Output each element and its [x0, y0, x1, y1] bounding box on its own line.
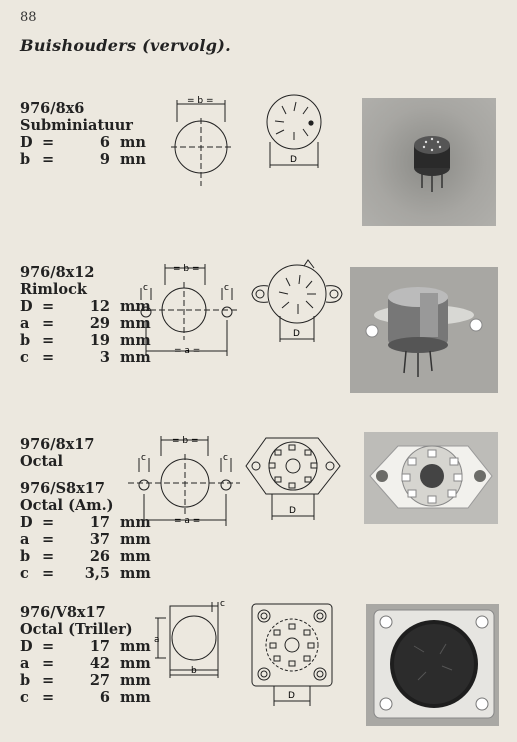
dim-label: = b =: [172, 436, 199, 446]
entry-type: Subminiatuur: [20, 117, 133, 134]
spec-row: c = 3 mm: [20, 349, 151, 366]
dim-label: D: [289, 506, 296, 516]
subminiatuur-top-drawing: [262, 92, 342, 178]
dim-label: D: [290, 155, 297, 165]
entry-code-alt: 976/S8x17: [20, 480, 105, 497]
dim-label: c: [223, 453, 228, 463]
triller-top-drawing: [248, 600, 340, 710]
entry-code: 976/8x12: [20, 264, 95, 281]
entry-code: 976/8x6: [20, 100, 85, 117]
spec-row: c = 3,5 mm: [20, 565, 151, 582]
octal-front-drawing: [128, 430, 240, 530]
spec-row: D = 12 mm: [20, 298, 151, 315]
entry-type: Octal: [20, 453, 64, 470]
photo-subminiatuur-holder: [362, 98, 496, 226]
dim-label: = a =: [174, 346, 201, 356]
dim-label: c: [220, 599, 225, 609]
dim-label: = a =: [174, 516, 201, 526]
dim-label: b: [191, 666, 197, 676]
dim-label: a: [154, 635, 160, 645]
subminiatuur-front-drawing: [165, 92, 245, 192]
dim-label: = b =: [187, 96, 214, 106]
spec-row: b = 27 mm: [20, 672, 151, 689]
dim-label: D: [293, 329, 300, 339]
page-number: 88: [20, 10, 37, 25]
spec-row: a = 29 mm: [20, 315, 151, 332]
entry-type: Octal (Triller): [20, 621, 133, 638]
dim-label: = b =: [173, 264, 200, 274]
dim-label: D: [288, 691, 295, 701]
photo-octal-triller-holder: [366, 604, 499, 726]
entry-code: 976/8x17: [20, 436, 95, 453]
spec-row: b = 9 mn: [20, 151, 146, 168]
spec-row: D = 17 mm: [20, 638, 151, 655]
entry-type: Rimlock: [20, 281, 87, 298]
dim-label: c: [224, 283, 229, 293]
entry-octal-triller-text: [20, 604, 151, 706]
rimlock-front-drawing: [132, 260, 244, 360]
dim-label: c: [143, 283, 148, 293]
spec-row: c = 6 mm: [20, 689, 151, 706]
entry-type-alt: Octal (Am.): [20, 497, 114, 514]
photo-rimlock-holder: [350, 267, 498, 393]
photo-octal-holder: [364, 432, 498, 524]
spec-row: b = 26 mm: [20, 548, 151, 565]
spec-row: b = 19 mm: [20, 332, 151, 349]
entry-code: 976/V8x17: [20, 604, 106, 621]
page-title: Buishouders (vervolg).: [20, 36, 232, 55]
spec-row: a = 37 mm: [20, 531, 151, 548]
rimlock-top-drawing: [246, 264, 350, 350]
spec-row: a = 42 mm: [20, 655, 151, 672]
octal-top-drawing: [242, 432, 346, 524]
spec-row: D = 6 mn: [20, 134, 146, 151]
spec-row: D = 17 mm: [20, 514, 151, 531]
triller-front-drawing: [152, 598, 232, 682]
dim-label: c: [141, 453, 146, 463]
entry-subminiatuur-text: [20, 100, 146, 168]
